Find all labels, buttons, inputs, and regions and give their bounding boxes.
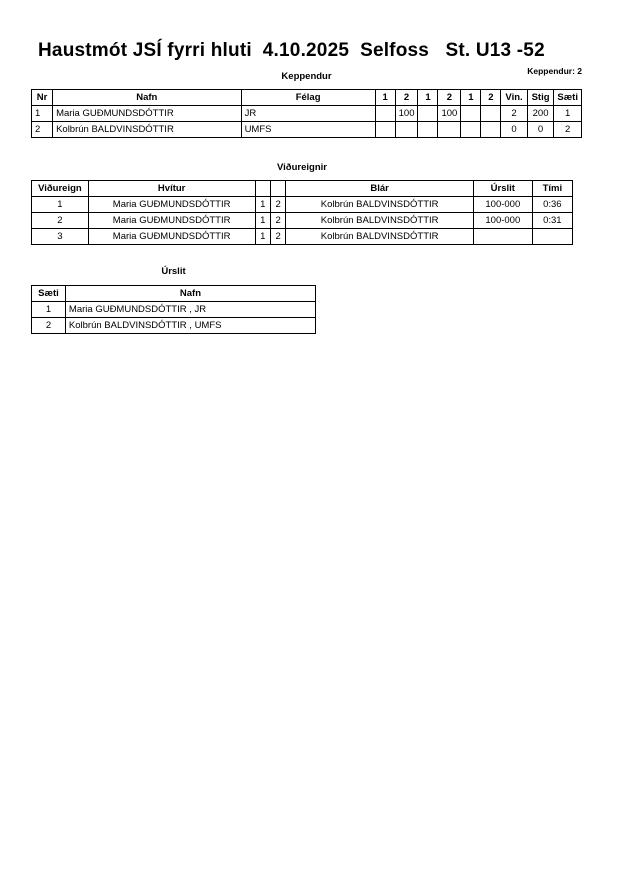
cell-round — [438, 122, 461, 138]
cell-hvitur: Maria GUÐMUNDSDÓTTIR — [88, 213, 255, 229]
cell-felag: UMFS — [241, 122, 375, 138]
table-row — [32, 302, 316, 318]
table-header-row — [32, 286, 316, 302]
column-header-round-1b: 1 — [418, 90, 438, 106]
column-header-round-1c: 1 — [461, 90, 481, 106]
cell-blar: Kolbrún BALDVINSDÓTTIR — [286, 197, 474, 213]
table-header-row — [32, 181, 573, 197]
column-header-point-blue — [270, 181, 285, 197]
table-row — [32, 122, 582, 138]
cell-vidureign-nr: 1 — [32, 197, 89, 213]
column-header-urslit: Úrslit — [473, 181, 532, 197]
cell-round — [461, 122, 481, 138]
column-header-vin: Vin. — [501, 90, 527, 106]
cell-blar: Kolbrún BALDVINSDÓTTIR — [286, 213, 474, 229]
cell-point-white: 1 — [255, 197, 270, 213]
cell-round — [375, 122, 395, 138]
cell-felag: JR — [241, 106, 375, 122]
cell-nafn: Kolbrún BALDVINSDÓTTIR , UMFS — [65, 318, 315, 334]
cell-point-blue: 2 — [270, 229, 285, 245]
cell-vidureign-nr: 2 — [32, 213, 89, 229]
table-row — [32, 318, 316, 334]
cell-round — [395, 122, 418, 138]
column-header-felag: Félag — [241, 90, 375, 106]
cell-saeti: 2 — [32, 318, 66, 334]
cell-point-blue: 2 — [270, 197, 285, 213]
cell-round — [481, 106, 501, 122]
cell-saeti: 1 — [32, 302, 66, 318]
table-row — [32, 197, 573, 213]
cell-stig: 0 — [527, 122, 554, 138]
cell-point-white: 1 — [255, 229, 270, 245]
keppendur-table — [31, 89, 582, 138]
column-header-nafn: Nafn — [53, 90, 241, 106]
column-header-point-white — [255, 181, 270, 197]
column-header-nr: Nr — [32, 90, 53, 106]
cell-timi: 0:31 — [532, 213, 572, 229]
cell-blar: Kolbrún BALDVINSDÓTTIR — [286, 229, 474, 245]
column-header-round-1a: 1 — [375, 90, 395, 106]
cell-round — [461, 106, 481, 122]
cell-round — [418, 122, 438, 138]
column-header-saeti: Sæti — [554, 90, 582, 106]
vidureignir-caption: Viðureignir — [277, 162, 327, 173]
cell-nr: 2 — [32, 122, 53, 138]
page-title: Haustmót JSÍ fyrri hluti 4.10.2025 Selfoss St. U13 -52 — [38, 40, 545, 61]
cell-round — [481, 122, 501, 138]
cell-nafn: Maria GUÐMUNDSDÓTTIR , JR — [65, 302, 315, 318]
cell-round — [418, 106, 438, 122]
cell-hvitur: Maria GUÐMUNDSDÓTTIR — [88, 197, 255, 213]
column-header-hvitur: Hvítur — [88, 181, 255, 197]
column-header-blar: Blár — [286, 181, 474, 197]
cell-saeti: 1 — [554, 106, 582, 122]
column-header-vidureign: Viðureign — [32, 181, 89, 197]
table-row — [32, 229, 573, 245]
column-header-round-2c: 2 — [481, 90, 501, 106]
cell-nafn: Maria GUÐMUNDSDÓTTIR — [53, 106, 241, 122]
cell-urslit: 100-000 — [473, 213, 532, 229]
column-header-round-2a: 2 — [395, 90, 418, 106]
column-header-nafn: Nafn — [65, 286, 315, 302]
column-header-stig: Stig — [527, 90, 554, 106]
column-header-timi: Tími — [532, 181, 572, 197]
cell-saeti: 2 — [554, 122, 582, 138]
table-row — [32, 213, 573, 229]
cell-point-white: 1 — [255, 213, 270, 229]
cell-timi — [532, 229, 572, 245]
competitor-count: Keppendur: 2 — [527, 66, 582, 76]
cell-urslit: 100-000 — [473, 197, 532, 213]
cell-vin: 0 — [501, 122, 527, 138]
urslit-table — [31, 285, 316, 334]
urslit-caption: Úrslit — [161, 266, 186, 277]
cell-stig: 200 — [527, 106, 554, 122]
cell-nafn: Kolbrún BALDVINSDÓTTIR — [53, 122, 241, 138]
cell-timi: 0:36 — [532, 197, 572, 213]
cell-urslit — [473, 229, 532, 245]
table-header-row — [32, 90, 582, 106]
cell-round: 100 — [395, 106, 418, 122]
keppendur-caption: Keppendur — [281, 71, 332, 82]
cell-vin: 2 — [501, 106, 527, 122]
cell-nr: 1 — [32, 106, 53, 122]
cell-vidureign-nr: 3 — [32, 229, 89, 245]
cell-point-blue: 2 — [270, 213, 285, 229]
table-row — [32, 106, 582, 122]
column-header-round-2b: 2 — [438, 90, 461, 106]
cell-round: 100 — [438, 106, 461, 122]
vidureignir-table — [31, 180, 573, 245]
column-header-saeti: Sæti — [32, 286, 66, 302]
cell-hvitur: Maria GUÐMUNDSDÓTTIR — [88, 229, 255, 245]
cell-round — [375, 106, 395, 122]
